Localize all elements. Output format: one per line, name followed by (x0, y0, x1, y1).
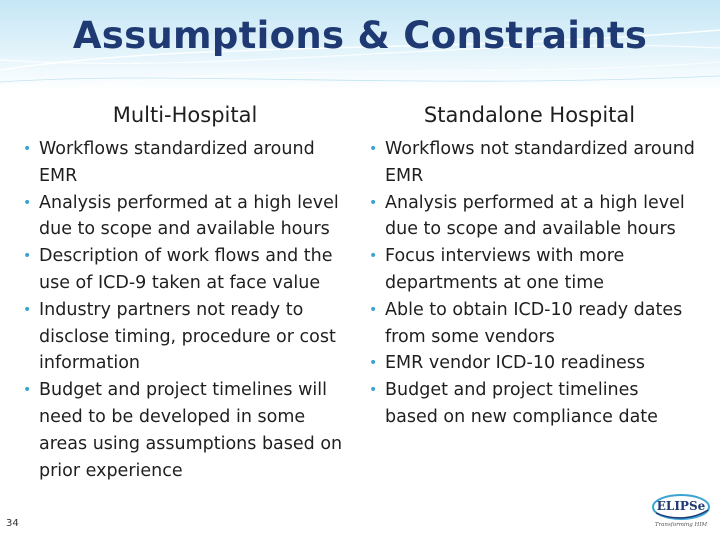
bullet-text: Budget and project timelines based on new compliance date (385, 380, 658, 427)
list-item (366, 377, 696, 431)
list-item (20, 377, 345, 484)
bullet-text: EMR vendor ICD-10 readiness (385, 353, 646, 374)
list-item (20, 297, 345, 377)
right-bullet-list (366, 136, 696, 431)
bullet-text: Workflows not standardized around EMR (385, 139, 695, 186)
bullet-text: Budget and project timelines will need to be developed in some areas using assumptions based on prior experience (39, 380, 343, 481)
bullet-text: Able to obtain ICD-10 ready dates from some vendors (385, 299, 683, 347)
bullet-text: Analysis performed at a high level due to scope and available hours (385, 192, 685, 240)
bullet-icon: • (23, 194, 32, 211)
bullet-icon: • (369, 301, 378, 318)
bullet-text: Focus interviews with more departments at one time (385, 246, 625, 293)
list-item (366, 190, 696, 244)
bullet-text: Description of work flows and the use of ICD-9 taken at face value (39, 246, 333, 293)
bullet-text: Industry partners not ready to disclose timing, procedure or cost information (39, 299, 336, 374)
logo-swoosh-icon (648, 490, 714, 536)
bullet-icon: • (23, 301, 32, 318)
elipse-logo (648, 490, 714, 536)
bullet-icon: • (369, 141, 378, 157)
list-item (20, 136, 345, 190)
logo-wordmark: ELIPSe (656, 499, 706, 513)
left-column-heading: Multi-Hospital (112, 103, 258, 127)
left-bullet-list (20, 136, 345, 484)
right-column-heading: Standalone Hospital (423, 103, 636, 127)
bullet-text: Workflows standardized around EMR (39, 139, 315, 186)
bullet-icon: • (23, 382, 32, 399)
bullet-icon: • (23, 141, 32, 157)
list-item (366, 297, 696, 351)
list-item (366, 136, 696, 190)
bullet-icon: • (369, 382, 378, 399)
list-item (366, 350, 696, 377)
bullet-icon: • (369, 194, 378, 211)
list-item (366, 243, 696, 297)
list-item (20, 243, 345, 297)
page-number: 34 (6, 518, 19, 529)
bullet-icon: • (23, 248, 32, 265)
slide-title: Assumptions & Constraints (72, 14, 648, 57)
logo-tagline: Transforming HIM (654, 522, 708, 528)
bullet-icon: • (369, 355, 378, 372)
bullet-icon: • (369, 248, 378, 265)
bullet-text: Analysis performed at a high level due to scope and available hours (39, 192, 339, 240)
list-item (20, 190, 345, 244)
